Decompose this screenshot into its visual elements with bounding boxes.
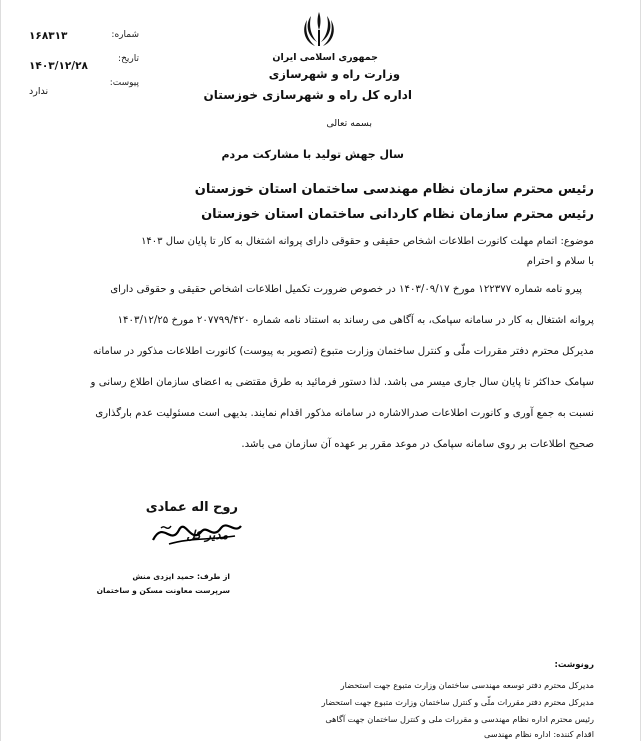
cc-item: اقدام کننده: اداره نظام مهندسی — [483, 729, 594, 739]
handwritten-signature — [149, 510, 245, 552]
body-line: سپامک حداکثر تا پایان سال جاری میسر می باشد. لذا دستور فرمائید به طرق مقتضی به اعضای سازمان اطلاع رسانی و — [90, 377, 594, 388]
body-line: پیرو نامه شماره ۱۲۲۳۷۷ مورخ ۱۴۰۳/۰۹/۱۷ در خصوص ضرورت تکمیل اطلاعات اشخاص حقیقی و حقوقی دارای — [110, 284, 582, 295]
subject-line: موضوع: اتمام مهلت کانورت اطلاعات اشخاص حقیقی و حقوقی دارای پروانه اشتغال به کار تا پایان سال ۱۴۰۳ — [141, 236, 594, 247]
cc-item: مدیرکل محترم دفتر توسعه مهندسی ساختمان وزارت متبوع جهت استحضار — [340, 680, 594, 690]
body-line: پروانه اشتغال به کار در سامانه سپامک، به آگاهی می رساند به استناد نامه شماره ۲۰۷۷۹۹/۴۲۰ مورخ ۱۴۰۳/۱۲/۲۵ — [117, 315, 594, 326]
cc-item: رئیس محترم اداره نظام مهندسی و مقررات ملی و کنترل ساختمان جهت آگاهی — [325, 714, 594, 724]
letter-date-row — [29, 54, 139, 70]
recipient-2: رئیس محترم سازمان نظام کاردانی ساختمان استان خوزستان — [201, 207, 594, 222]
attachment-row — [29, 78, 139, 97]
cc-title: رونوشت: — [554, 660, 594, 670]
body-line: نسبت به جمع آوری و کانورت اطلاعات صدرالاشاره در سامانه مذکور اقدام نمایند. بدیهی است مسئولیت عدم بارگذاری — [95, 408, 594, 419]
header-ministry: وزارت راه و شهرسازی — [268, 67, 400, 81]
letter-date: ۱۴۰۳/۱۲/۲۸ — [29, 60, 88, 72]
header-department: اداره کل راه و شهرسازی خوزستان — [203, 88, 412, 102]
signatory-name: روح اله عمادی — [145, 500, 238, 515]
body-line: مدیرکل محترم دفتر مقررات ملّی و کنترل ساختمان وزارت متبوع (تصویر به پیوست) کانورت اطلاعات مذکور در سامانه — [93, 346, 594, 357]
signatory-title: مدیر کل — [186, 528, 228, 542]
iran-emblem-icon — [297, 8, 341, 52]
from-line: از طرف: حمید ایزدی منش — [132, 572, 230, 581]
year-motto: سال جهش تولید با مشارکت مردم — [221, 148, 404, 161]
from-position: سرپرست معاونت مسکن و ساختمان — [96, 586, 230, 595]
letter-number-row — [29, 30, 139, 46]
attachment-value: ندارد — [29, 86, 49, 97]
letter-number: ۱۶۸۳۱۳ — [29, 30, 68, 42]
greeting: با سلام و احترام — [526, 256, 594, 267]
attachment-label: پیوست: — [109, 78, 139, 88]
date-label: تاریخ: — [118, 54, 139, 64]
header-country: جمهوری اسلامی ایران — [272, 52, 378, 63]
body-line: صحیح اطلاعات بر روی سامانه سپامک در موعد مقرر بر عهده آن سازمان می باشد. — [241, 439, 594, 450]
basmala: بسمه تعالی — [326, 118, 372, 129]
number-label: شماره: — [111, 30, 139, 40]
recipient-1: رئیس محترم سازمان نظام مهندسی ساختمان استان خوزستان — [194, 182, 594, 197]
cc-item: مدیرکل محترم دفتر مقررات ملّی و کنترل ساختمان وزارت متبوع جهت استحضار — [321, 697, 594, 707]
